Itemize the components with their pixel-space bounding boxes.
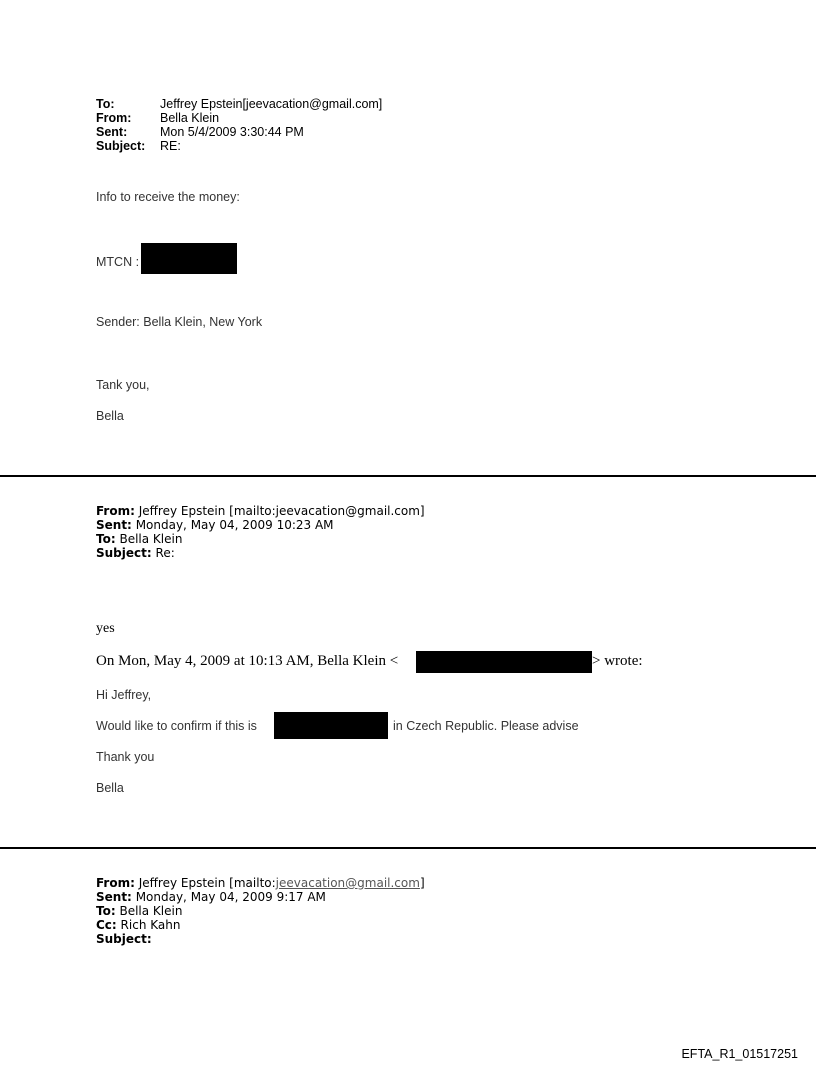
location-redaction	[274, 712, 388, 739]
to-label: To:	[96, 904, 116, 918]
from-label: From:	[96, 111, 132, 125]
from-value: Jeffrey Epstein [mailto:jeevacation@gmail.com]	[138, 504, 425, 518]
subject-label: Subject:	[96, 546, 152, 560]
email3-cc-row	[96, 919, 180, 932]
from-prefix: Jeffrey Epstein [mailto:	[138, 876, 276, 890]
document-id: EFTA_R1_01517251	[681, 1047, 798, 1061]
email2-greeting: Hi Jeffrey,	[96, 688, 152, 702]
from-suffix: ]	[419, 876, 425, 890]
email2-sent-row	[96, 519, 334, 532]
email2-confirm-start: Would like to confirm if this is	[96, 719, 257, 733]
subject-value: Re:	[155, 546, 175, 560]
from-label: From:	[96, 876, 135, 890]
cc-label: Cc:	[96, 918, 117, 932]
to-value: Jeffrey Epstein[jeevacation@gmail.com]	[160, 97, 383, 111]
email3-sent-row	[96, 891, 326, 904]
email3-to-row	[96, 905, 182, 918]
email2-to-row	[96, 533, 182, 546]
subject-label: Subject:	[96, 139, 146, 153]
to-label: To:	[96, 97, 115, 111]
email2-thanks: Thank you	[96, 750, 155, 764]
email1-sender-line: Sender: Bella Klein, New York	[96, 315, 263, 329]
from-label: From:	[96, 504, 135, 518]
email2-reply: yes	[96, 621, 115, 636]
divider-2	[0, 847, 816, 849]
email2-subject-row	[96, 547, 175, 560]
email1-from-row	[96, 112, 219, 125]
email1-signature: Bella	[96, 409, 124, 423]
email1-sent-row	[96, 126, 304, 139]
email2-from-row	[96, 505, 425, 518]
email3-from-row	[96, 877, 425, 890]
email1-info-line: Info to receive the money:	[96, 190, 240, 204]
to-value: Bella Klein	[119, 904, 183, 918]
email1-mtcn-label: MTCN :	[96, 255, 140, 269]
email3-subject-row	[96, 933, 152, 946]
email1-to-row	[96, 98, 382, 111]
subject-value: RE:	[160, 139, 181, 153]
divider-1	[0, 475, 816, 477]
sent-label: Sent:	[96, 890, 132, 904]
mtcn-redaction	[141, 243, 237, 274]
sent-label: Sent:	[96, 125, 128, 139]
cc-value: Rich Kahn	[120, 918, 181, 932]
email1-thanks: Tank you,	[96, 378, 150, 392]
sent-value: Monday, May 04, 2009 9:17 AM	[135, 890, 326, 904]
sent-label: Sent:	[96, 518, 132, 532]
sent-value: Monday, May 04, 2009 10:23 AM	[135, 518, 334, 532]
email-address-redaction	[416, 651, 592, 673]
email-link[interactable]: jeevacation@gmail.com	[275, 876, 420, 890]
email2-signature: Bella	[96, 781, 124, 795]
subject-label: Subject:	[96, 932, 152, 946]
email1-subject-row	[96, 140, 181, 153]
sent-value: Mon 5/4/2009 3:30:44 PM	[160, 125, 304, 139]
to-label: To:	[96, 532, 116, 546]
email2-quote-intro-start: On Mon, May 4, 2009 at 10:13 AM, Bella Klein <	[96, 653, 399, 669]
to-value: Bella Klein	[119, 532, 183, 546]
email2-quote-intro-end: > wrote:	[592, 653, 643, 669]
email2-confirm-end: in Czech Republic. Please advise	[393, 719, 579, 733]
from-value: Bella Klein	[160, 111, 220, 125]
